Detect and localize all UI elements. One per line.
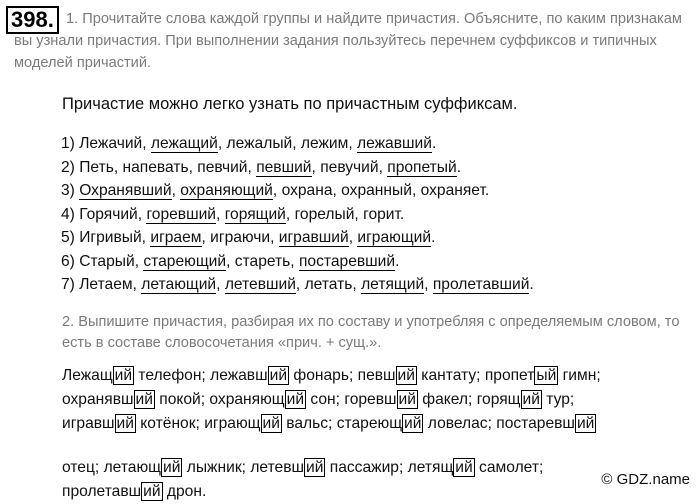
answer-text: отец; bbox=[62, 459, 104, 476]
answer-text: горевш bbox=[344, 391, 397, 408]
ending-box: ий bbox=[306, 459, 324, 476]
group-text: , bbox=[216, 205, 225, 223]
answer-text: самолет; bbox=[474, 459, 544, 476]
answer-line bbox=[62, 364, 694, 388]
answer-text: горящ bbox=[476, 391, 521, 408]
answer-line bbox=[62, 412, 694, 436]
answer-text: игравш bbox=[62, 415, 115, 432]
participle-word: пролетавший bbox=[432, 276, 530, 293]
answer-text: охраняющ bbox=[209, 391, 285, 408]
answer-text: стареющ bbox=[336, 415, 403, 432]
ending-box: ый bbox=[536, 367, 557, 384]
group-number: 6) bbox=[61, 252, 80, 270]
group-number: 1) bbox=[61, 135, 80, 152]
participle-word: летевший bbox=[224, 276, 296, 293]
word-group-6 bbox=[61, 250, 534, 274]
answer-text: летающ bbox=[103, 459, 161, 476]
group-text: Старый, bbox=[79, 252, 144, 270]
participle-word: горящий bbox=[224, 205, 286, 223]
participle-word: лежавший bbox=[357, 135, 432, 152]
group-number: 5) bbox=[61, 229, 80, 246]
group-text: , стареть, bbox=[226, 252, 299, 270]
answer-text: охраняв bbox=[62, 391, 121, 408]
ending-box: ий bbox=[397, 367, 415, 384]
group-text: . bbox=[431, 135, 437, 152]
participle-word: стареющий bbox=[143, 252, 227, 270]
answer-text: пассажир; bbox=[325, 459, 408, 476]
answer-text: покой; bbox=[154, 391, 210, 408]
group-number: 3) bbox=[61, 182, 80, 199]
answer-text: летевш bbox=[250, 459, 304, 476]
answer-text: играющ bbox=[204, 415, 261, 432]
answer-text: дрон. bbox=[162, 483, 207, 500]
ending-box: ий bbox=[455, 459, 473, 476]
answer-text: ловелас; bbox=[423, 415, 497, 432]
participle-word: пропетый bbox=[387, 158, 457, 176]
answer-text: лыжник; bbox=[182, 459, 251, 476]
group-text: , bbox=[216, 276, 225, 293]
answer-text: постаревш bbox=[496, 415, 575, 432]
ending-box: ий bbox=[143, 483, 161, 500]
answer-block bbox=[62, 364, 694, 504]
ending-box: ий bbox=[114, 367, 133, 384]
participle-word: охраняющий bbox=[180, 182, 273, 199]
answer-text: пролетавш bbox=[62, 483, 142, 500]
group-text: . bbox=[395, 252, 400, 270]
group-text: , летать, bbox=[295, 276, 362, 293]
answer-line bbox=[62, 456, 694, 480]
participle-word: горевший bbox=[146, 205, 217, 223]
ending-box: ий bbox=[286, 391, 305, 408]
group-number: 4) bbox=[61, 205, 80, 223]
exercise-number: 398. bbox=[6, 6, 59, 34]
answer-text: пропет bbox=[484, 367, 535, 384]
ending-box: ий bbox=[398, 391, 416, 408]
ending-box: ий bbox=[116, 415, 134, 432]
ending-box: ий bbox=[262, 415, 280, 432]
group-text: Горячий, bbox=[79, 205, 147, 223]
word-group-3 bbox=[61, 179, 534, 203]
answer-text: тур; bbox=[541, 391, 575, 408]
participle-word: играющий bbox=[357, 229, 432, 246]
group-text: , играючи, bbox=[201, 229, 279, 246]
participle-word: постаревший bbox=[298, 252, 396, 270]
ending-box: ий bbox=[522, 391, 540, 408]
answer-text: лежавш bbox=[210, 367, 268, 384]
group-text: Игривый, bbox=[79, 229, 151, 246]
ending-box: ий bbox=[404, 415, 422, 432]
word-group-7 bbox=[61, 273, 534, 297]
participle-word: игравший bbox=[278, 229, 349, 246]
group-text: Петь, напевать, певчий, bbox=[79, 158, 257, 176]
ending-box: ий bbox=[163, 459, 181, 476]
word-group-1 bbox=[61, 132, 534, 156]
answer-line bbox=[62, 388, 694, 412]
ending-box: ий bbox=[576, 415, 595, 432]
group-text: , горелый, горит. bbox=[285, 205, 405, 223]
group-text: Летаем, bbox=[79, 276, 142, 293]
group-text: . bbox=[456, 158, 462, 176]
group-number: 7) bbox=[61, 276, 80, 293]
group-text: , певучий, bbox=[311, 158, 388, 176]
ending-box: ий bbox=[135, 391, 153, 408]
task-1-instructions: 1. Прочитайте слова каждой группы и найдите причастия. Объясните, по каким признакам вы узнали причастия. При выполнении задания пользуйтесь перечнем суффиксов и типичных моделей причастий. bbox=[14, 11, 682, 71]
watermark: © GDZ.name bbox=[601, 471, 690, 488]
group-text: Лежачий, bbox=[79, 135, 151, 152]
answer-text: певш bbox=[357, 367, 396, 384]
answer-text: кантату; bbox=[416, 367, 485, 384]
answer-text: факел; bbox=[417, 391, 477, 408]
rule-statement: Причастие можно легко узнать по причастным суффиксам. bbox=[62, 95, 518, 113]
group-text: , bbox=[348, 229, 358, 246]
participle-word: певший bbox=[256, 158, 312, 176]
group-text: , bbox=[171, 182, 181, 199]
ending-box: ий bbox=[269, 367, 288, 384]
answer-text: летящ bbox=[407, 459, 454, 476]
participle-word: летающий bbox=[141, 276, 217, 293]
word-group-2 bbox=[61, 156, 534, 180]
task-2-instructions: 2. Выпишите причастия, разбирая их по составу и употребляя с определяемым словом, то есть в составе словосочетания «прич. + сущ.». bbox=[62, 314, 680, 351]
answer-text: сон; bbox=[306, 391, 345, 408]
group-number: 2) bbox=[61, 158, 80, 176]
answer-text: фонарь; bbox=[289, 367, 358, 384]
word-group-5 bbox=[61, 226, 534, 250]
answer-text: котёнок; bbox=[135, 415, 205, 432]
group-text: . bbox=[529, 276, 534, 293]
group-text: , лежалый, лежим, bbox=[217, 135, 358, 152]
answer-text: ш bbox=[120, 391, 134, 408]
answer-text: телефон; bbox=[134, 367, 211, 384]
participle-word: лежащий bbox=[150, 135, 218, 152]
group-text: . bbox=[431, 229, 436, 246]
answer-text: вальс; bbox=[281, 415, 337, 432]
word-group-4 bbox=[61, 203, 534, 227]
answer-text: гимн; bbox=[558, 367, 601, 384]
participle-word: играем bbox=[150, 229, 202, 246]
word-groups-list bbox=[61, 132, 534, 297]
answer-text: Лежащ bbox=[62, 367, 113, 384]
group-text: , охрана, охранный, охраняет. bbox=[272, 182, 490, 199]
participle-word: летящий bbox=[361, 276, 425, 293]
group-text: , bbox=[424, 276, 433, 293]
answer-line bbox=[62, 480, 694, 504]
participle-word: Охранявший bbox=[79, 182, 172, 199]
